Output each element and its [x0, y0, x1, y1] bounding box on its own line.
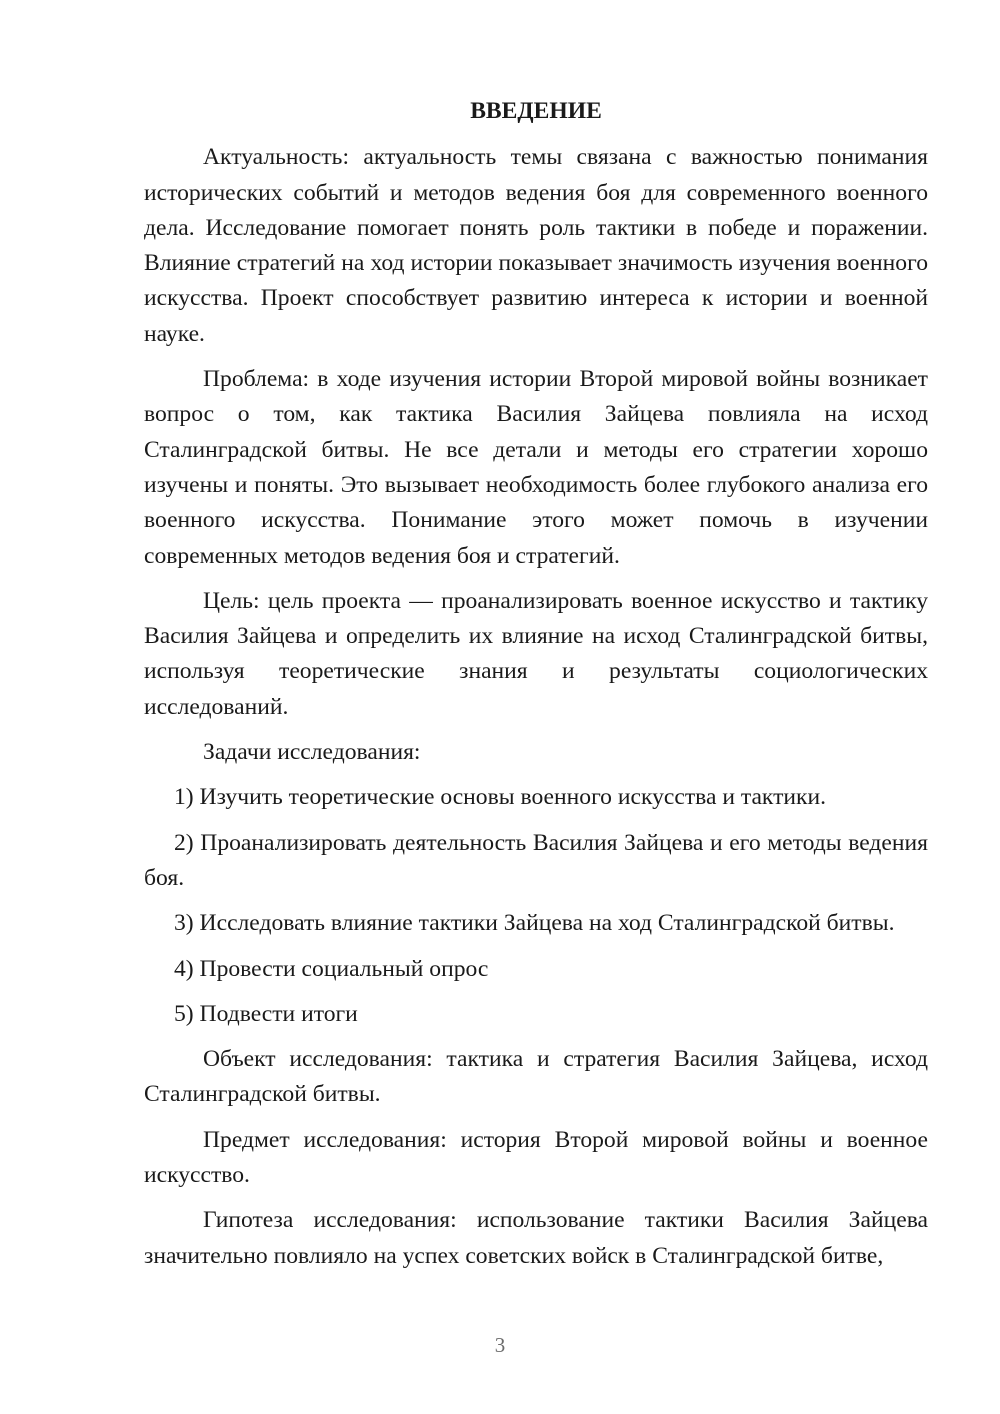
task-item-3: 3) Исследовать влияние тактики Зайцева на ход Сталинградской битвы. [174, 910, 895, 937]
section-heading: ВВЕДЕНИЕ [470, 98, 602, 124]
relevance-paragraph: Актуальность: актуальность темы связана с важностью понимания исторических событий и методов ведения боя для современного военного дела. Исследование помогает понять роль тактики в победе и поражении. Влияние стратегий на ход истории показывает значимость изучения военного искусства. Проект способствует развитию интереса к истории и военной науке. [144, 144, 928, 347]
tasks-heading: Задачи исследования: [203, 739, 421, 766]
problem-paragraph: Проблема: в ходе изучения истории Второй мировой войны возникает вопрос о том, как тактика Василия Зайцева повлияла на исход Сталинградской битвы. Не все детали и методы его стратегии хорошо изучены и поняты. Это вызывает необходимость более глубокого анализа его военного искусства. Понимание этого может помочь в изучении современных методов ведения боя и стратегий. [144, 366, 928, 569]
page-number: 3 [494, 1333, 506, 1357]
task-item-1: 1) Изучить теоретические основы военного искусства и тактики. [174, 784, 827, 811]
task-item-5: 5) Подвести итоги [174, 1000, 358, 1027]
subject-paragraph: Предмет исследования: история Второй мировой войны и военное искусство. [144, 1126, 928, 1189]
task-item-2: 2) Проанализировать деятельность Василия Зайцева и его методы ведения боя. [144, 829, 928, 891]
hypothesis-paragraph: Гипотеза исследования: использование тактики Василия Зайцева значительно повлияло на успех советских войск в Сталинградской битве, [144, 1207, 928, 1269]
goal-paragraph: Цель: цель проекта — проанализировать военное искусство и тактику Василия Зайцева и определить их влияние на исход Сталинградской битвы, используя теоретические знания и результаты социологических исследований. [144, 587, 928, 720]
task-item-4: 4) Провести социальный опрос [174, 955, 489, 982]
page-content [144, 94, 928, 1284]
object-paragraph: Объект исследования: тактика и стратегия Василия Зайцева, исход Сталинградской битвы. [144, 1046, 928, 1108]
